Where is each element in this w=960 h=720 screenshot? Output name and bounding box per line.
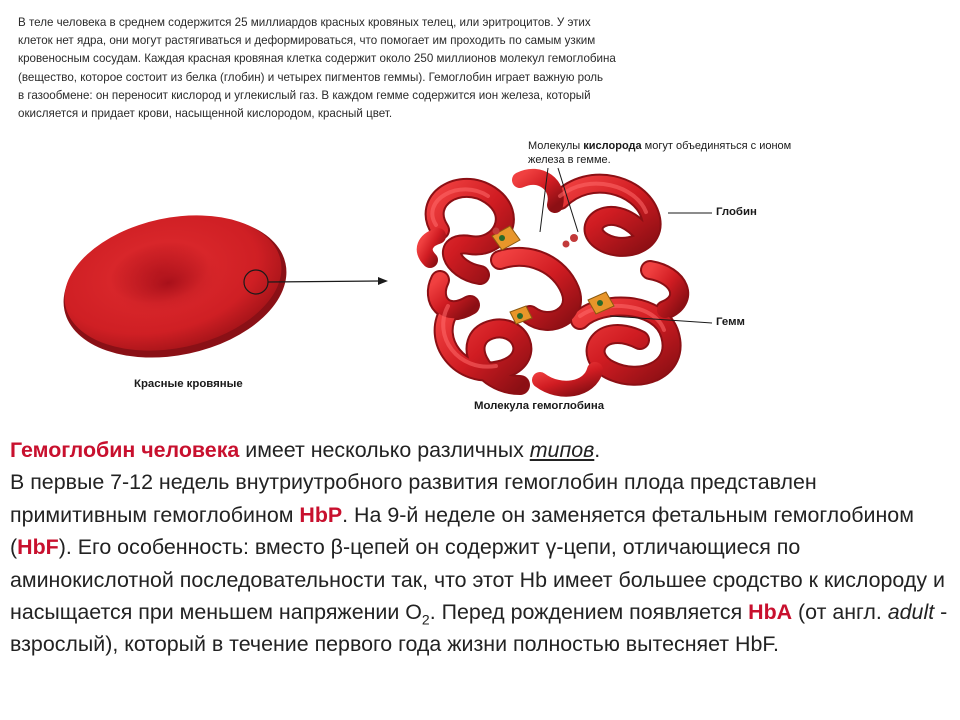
types-link[interactable]: типов: [529, 438, 595, 462]
heme-label: Гемм: [716, 316, 745, 328]
hemoglobin-human-term: Гемоглобин человека: [10, 438, 240, 462]
molecule-label: Молекула гемоглобина: [474, 400, 605, 412]
text-a: В первые 7-12 недель внутриутробного развития гемоглобин плода представлен примитивным гемоглобином: [10, 470, 817, 527]
hba-term: HbA: [748, 600, 793, 625]
hbp-term: HbP: [299, 502, 343, 527]
main-paragraph: [10, 434, 950, 661]
text-d: . Перед рождением появляется: [429, 600, 749, 625]
red-blood-cell: [50, 197, 299, 377]
hb-development-paragraph: [10, 466, 950, 660]
text-e: (от англ.: [792, 600, 888, 625]
intro-paragraph: В теле человека в среднем содержится 25 миллиардов красных кровяных телец, или эритроцитов. У этих клеток нет ядра, они могут растягиваться и деформироваться, что помогает им проходить по самым узким кровеносным сосудам. Каждая красная кровяная клетка содержит около 250 миллионов молекул гемоглобина (вещество, которое состоит из белка (глобин) и четырех пигментов геммы). Гемоглобин играет важную роль в газообмене: он переносит кислород и углекислый газ. В каждом гемме содержится ион железа, который окисляется и придает крови, насыщенной кислородом, красный цвет.: [18, 16, 616, 121]
o2-subscript: 2: [421, 611, 430, 628]
red-cells-label: Красные кровяные: [134, 378, 243, 390]
globin-label: Глобин: [716, 206, 757, 218]
adult-term: adult: [887, 600, 935, 625]
types-end: .: [594, 438, 601, 462]
types-text: имеет несколько различных: [239, 438, 530, 462]
oxygen-note: Молекулы кислорода могут объединяться с ионом железа в гемме.: [528, 140, 792, 166]
text-b: . На 9-й неделе он заменяется фетальным гемоглобином (: [10, 502, 914, 560]
hemoglobin-molecule: [425, 177, 679, 389]
text-c: ). Его особенность: вместо β-цепей он содержит γ-цепи, отличающиеся по аминокислотной последовательности так, что этот Hb имеет большее сродство к кислороду и насыщается при меньшем напряжении O: [10, 535, 945, 625]
line-types: [10, 434, 950, 466]
hbf-term: HbF: [17, 535, 59, 560]
text-f: - взрослый), который в течение первого года жизни полностью вытесняет HbF.: [10, 600, 948, 657]
